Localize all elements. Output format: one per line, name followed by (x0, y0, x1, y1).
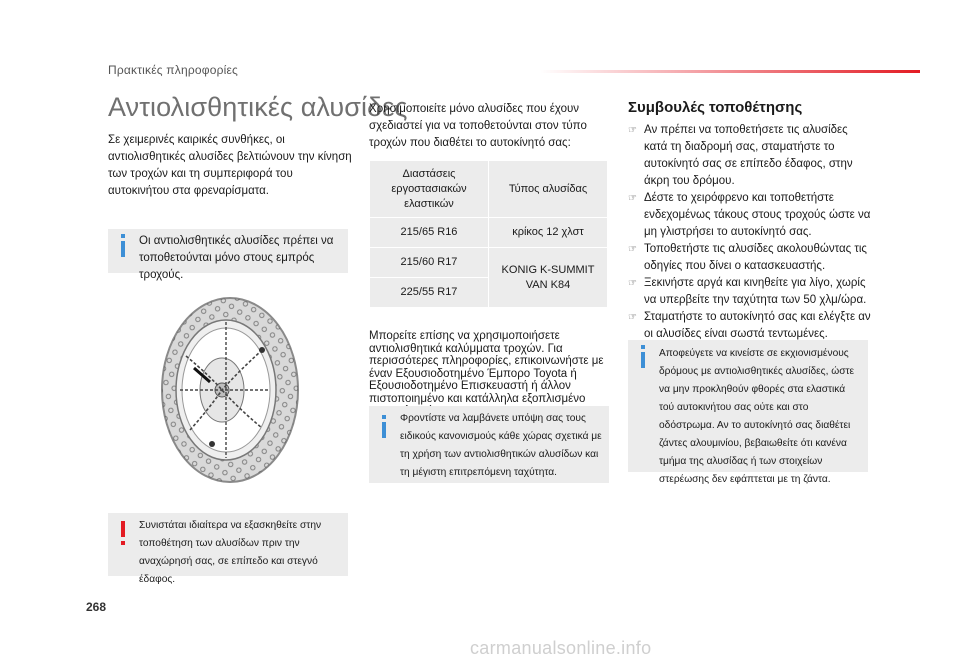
list-item: ☞ Τοποθετήστε τις αλυσίδες ακολουθώντας τις οδηγίες που δίνει ο κατασκευαστής. (628, 243, 867, 272)
header-accent-bar (540, 70, 920, 73)
table-header-chain-type: Τύπος αλυσίδας (489, 161, 608, 218)
snow-chain-tire-illustration (150, 292, 310, 488)
tips-heading: Συμβουλές τοποθέτησης (628, 99, 803, 116)
wheel-covers-paragraph: Μπορείτε επίσης να χρησιμοποιήσετε αντιολισθητικά καλύμματα τροχών. Για περισσότερες πληροφορίες, επικοινωνήστε με έναν Εξουσιοδοτημένο Έμπορο Toyota ή Εξουσιοδοτημένο Επισκευαστή ή άλλον πιστοποιημένο και κατάλληλα εξοπλισμένο (369, 330, 604, 405)
pointing-hand-icon: ☞ (628, 278, 637, 289)
list-item: ☞ Σταματήστε το αυτοκίνητό σας και ελέγξτε αν οι αλυσίδες είναι σωστά τεντωμένες. (628, 311, 871, 340)
watermark: carmanualsonline.info (470, 638, 652, 658)
pointing-hand-icon: ☞ (628, 193, 637, 204)
chain-usage-intro: Χρησιμοποιείτε μόνο αλυσίδες που έχουν σχεδιαστεί για να τοποθετούνται στον τύπο τροχών που διαθέτει το αυτοκίνητό σας: (369, 103, 587, 149)
table-header-size: Διαστάσεις εργοστασιακών ελαστικών (370, 161, 489, 218)
pointing-hand-icon: ☞ (628, 125, 637, 136)
list-item: ☞ Δέστε το χειρόφρενο και τοποθετήστε ενδεχομένως τάκους στους τροχούς ώστε να μη γλιστρήσει το αυτοκίνητό σας. (628, 192, 871, 238)
table-cell-size: 215/65 R16 (370, 218, 489, 248)
info-icon (121, 241, 125, 257)
info-note-front-wheels: Οι αντιολισθητικές αλυσίδες πρέπει να τοποθετούνται μόνο στους εμπρός τροχούς. (108, 229, 348, 273)
intro-paragraph: Σε χειμερινές καιρικές συνθήκες, οι αντιολισθητικές αλυσίδες βελτιώνουν την κίνηση των τροχών και τη συμπεριφορά του αυτοκινήτου στα φρεναρίσματα. (108, 134, 352, 197)
fitting-tips-list (628, 122, 873, 343)
page-number: 268 (86, 600, 107, 614)
section-title: Πρακτικές πληροφορίες (108, 63, 239, 77)
warning-note-practice: Συνιστάται ιδιαίτερα να εξασκηθείτε στην τοποθέτηση των αλυσίδων πριν την αναχώρησή σας, σε επίπεδο και στεγνό έδαφος. (108, 513, 348, 576)
list-item: ☞ Αν πρέπει να τοποθετήσετε τις αλυσίδες κατά τη διαδρομή σας, σταματήστε το αυτοκίνητό σας σε επίπεδο έδαφος, στην άκρη του δρόμου. (628, 124, 853, 187)
pointing-hand-icon: ☞ (628, 244, 637, 255)
info-icon (641, 352, 645, 368)
chain-size-table (369, 160, 608, 308)
pointing-hand-icon: ☞ (628, 312, 637, 323)
list-item: ☞ Ξεκινήστε αργά και κινηθείτε για λίγο, χωρίς να υπερβείτε την ταχύτητα των 50 χλμ/ώρα. (628, 277, 867, 306)
info-icon (382, 422, 386, 438)
info-note-snow-roads: Αποφεύγετε να κινείστε σε εκχιονισμένους δρόμους με αντιολισθητικές αλυσίδες, ώστε να μην προκληθούν φθορές στα ελαστικά τού αυτοκινήτου σας ούτε και στο οδόστρωμα. Αν το αυτοκίνητό σας διαθέτει ζάντες αλουμινίου, βεβαιωθείτε ότι κανένα τμήμα της αλυσίδας ή των στοιχείων στερέωσης δεν εφάπτεται με τη ζάντα. (628, 340, 868, 472)
table-cell-chain-type: KONIG K-SUMMIT VAN K84 (489, 248, 608, 308)
table-cell-size: 215/60 R17 (370, 248, 489, 278)
warning-icon (121, 521, 125, 537)
page-title: Αντιολισθητικές αλυσίδες (108, 92, 408, 122)
table-cell-chain-type: κρίκος 12 χλστ (489, 218, 608, 248)
table-cell-size: 225/55 R17 (370, 278, 489, 308)
info-note-regulations: Φροντίστε να λαμβάνετε υπόψη σας τους ειδικούς κανονισμούς κάθε χώρας σχετικά με τη χρήση των αντιολισθητικών αλυσίδων και τη μέγιστη επιτρεπόμενη ταχύτητα. (369, 406, 609, 483)
